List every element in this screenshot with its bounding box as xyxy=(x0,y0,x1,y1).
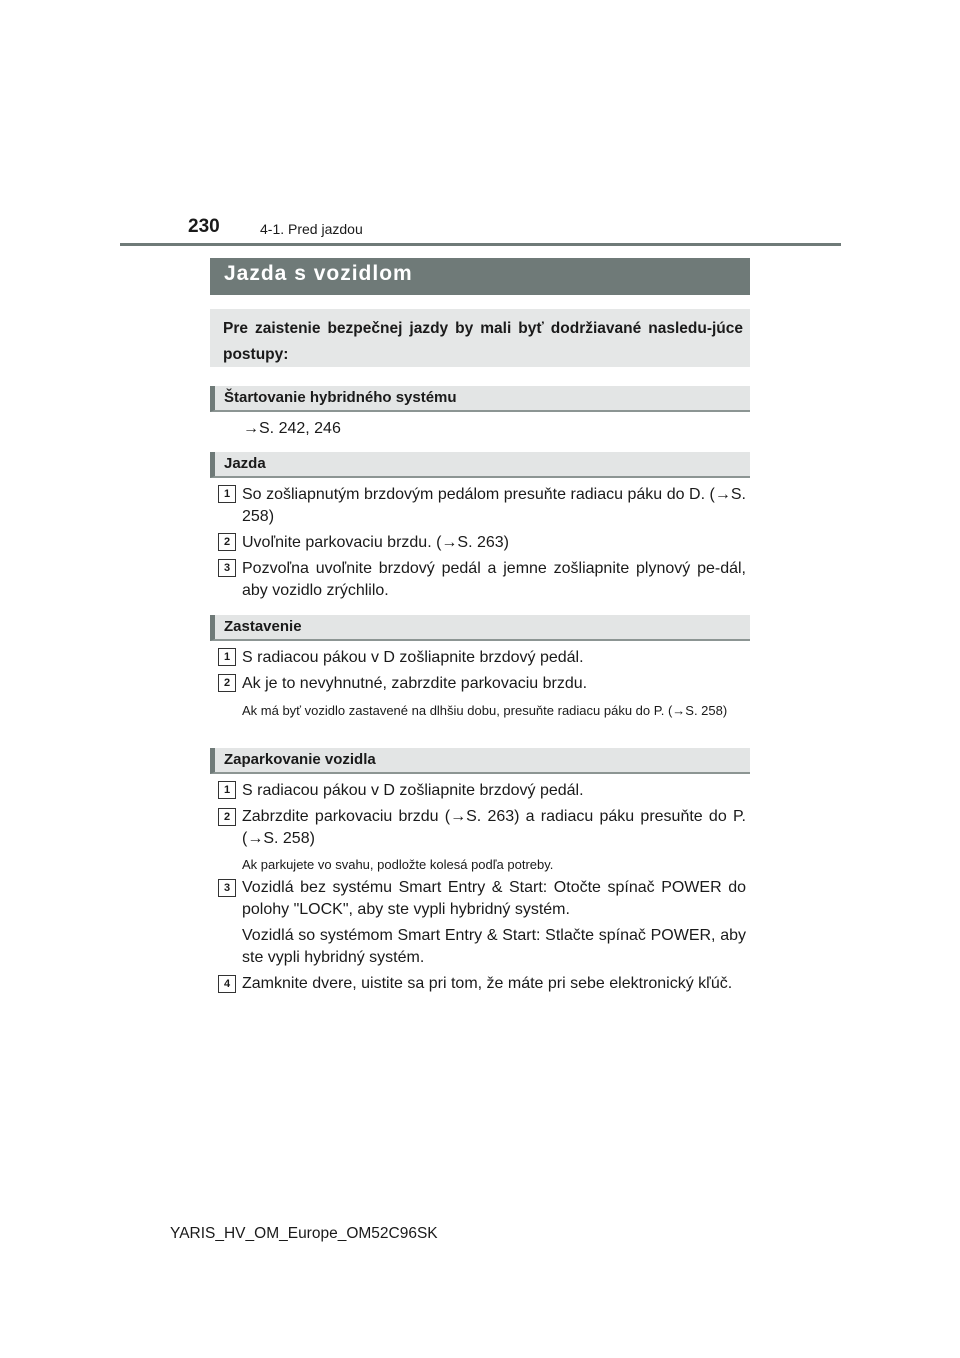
title-bar xyxy=(210,258,750,295)
page-title: Jazda s vozidlom xyxy=(224,262,413,285)
footer-doc-id: YARIS_HV_OM_Europe_OM52C96SK xyxy=(170,1225,438,1242)
stop-note: Ak má byť vozidlo zastavené na dlhšiu dobu, presuňte radiacu páku do P. (→S. 258) xyxy=(242,703,728,718)
park-step-1: S radiacou pákou v D zošliapnite brzdový pedál. xyxy=(242,782,584,799)
subheading-stop-label: Zastavenie xyxy=(224,618,302,635)
step-number-box: 2 xyxy=(218,808,236,826)
step-number-box: 3 xyxy=(218,879,236,897)
stop-step-1: S radiacou pákou v D zošliapnite brzdový pedál. xyxy=(242,649,584,666)
drive-step-2: Uvoľnite parkovaciu brzdu. (→S. 263) xyxy=(242,534,510,551)
subheading-drive xyxy=(210,452,750,478)
subheading-park-label: Zaparkovanie vozidla xyxy=(224,751,376,768)
park-step-4: Zamknite dvere, uistite sa pri tom, že máte pri sebe elektronický kľúč. xyxy=(242,975,733,992)
intro-text: Pre zaistenie bezpečnej jazdy by mali byť dodržiavané nasledu-júce postupy: xyxy=(223,320,743,363)
step-number-box: 2 xyxy=(218,674,236,692)
drive-step-3: Pozvoľna uvoľnite brzdový pedál a jemne zošliapnite plynový pe-dál, aby vozidlo zrýchlilo. xyxy=(242,560,746,599)
park-step-3: Vozidlá bez systému Smart Entry & Start: Otočte spínač POWER do polohy "LOCK", aby ste vypli hybridný systém. xyxy=(242,879,746,918)
start-reference: →S. 242, 246 xyxy=(243,420,341,437)
stop-step-2: Ak je to nevyhnutné, zabrzdite parkovaciu brzdu. xyxy=(242,675,588,692)
page-number: 230 xyxy=(188,216,220,237)
park-note: Ak parkujete vo svahu, podložte kolesá podľa potreby. xyxy=(242,857,554,872)
park-step-3-extra: Vozidlá so systémom Smart Entry & Start: Stlačte spínač POWER, aby ste vypli hybridný systém. xyxy=(242,927,746,966)
intro-box xyxy=(210,309,750,367)
subheading-start xyxy=(210,386,750,412)
step-number-box: 3 xyxy=(218,559,236,577)
subheading-park xyxy=(210,748,750,774)
subheading-stop xyxy=(210,615,750,641)
header-rule xyxy=(120,243,841,246)
section-path: 4-1. Pred jazdou xyxy=(260,221,363,237)
subheading-start-label: Štartovanie hybridného systému xyxy=(224,389,457,406)
step-number-box: 1 xyxy=(218,648,236,666)
subheading-drive-label: Jazda xyxy=(224,455,266,472)
step-number-box: 1 xyxy=(218,485,236,503)
step-number-box: 1 xyxy=(218,781,236,799)
step-number-box: 4 xyxy=(218,975,236,993)
park-step-2: Zabrzdite parkovaciu brzdu (→S. 263) a radiacu páku presuňte do P. (→S. 258) xyxy=(242,808,746,847)
drive-step-1: So zošliapnutým brzdovým pedálom presuňte radiacu páku do D. (→S. 258) xyxy=(242,486,746,525)
step-number-box: 2 xyxy=(218,533,236,551)
